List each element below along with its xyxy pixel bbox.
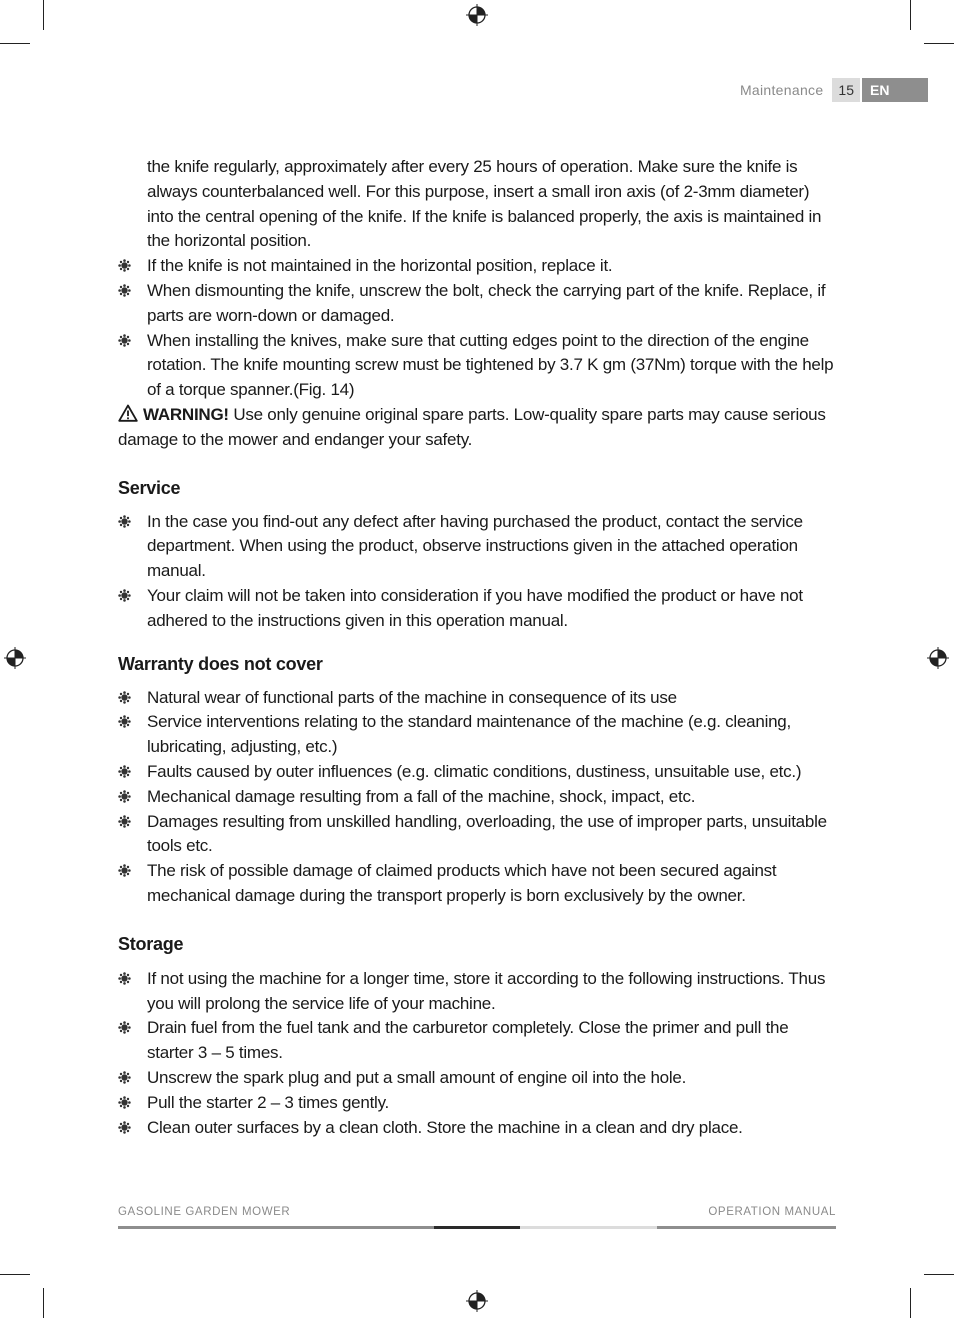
list-item xyxy=(118,710,838,760)
crop-mark xyxy=(924,43,954,44)
bullet-icon xyxy=(118,790,131,803)
service-list xyxy=(118,510,838,634)
bullet-icon xyxy=(118,1071,131,1084)
crop-mark xyxy=(910,0,911,30)
list-item-text: In the case you find-out any defect after having purchased the product, contact the service department. When using the product, observe instructions given in the attached operation manual. xyxy=(147,511,803,581)
storage-heading: Storage xyxy=(118,933,184,954)
crop-mark xyxy=(43,0,44,30)
bullet-icon xyxy=(118,589,131,602)
list-item xyxy=(118,810,838,860)
footer-product-name: GASOLINE GARDEN MOWER xyxy=(118,1206,291,1218)
bullet-icon xyxy=(118,1121,131,1134)
intro-continuation: the knife regularly, approximately after every 25 hours of operation. Make sure the knife is always counterbalanced well. For this purpose, insert a small iron axis (of 2-3mm diameter) into the central opening of the knife. If the knife is balanced properly, the axis is maintained in the horizontal position. xyxy=(147,157,822,251)
language-badge: EN xyxy=(862,78,928,102)
list-item-text: When installing the knives, make sure that cutting edges point to the direction of the engine rotation. The knife mounting screw must be tightened by 3.7 K gm (37Nm) torque with the help of a torque spanner.(Fig. 14) xyxy=(147,330,834,400)
footer-rule-segment xyxy=(434,1226,520,1229)
footer-rule-segment xyxy=(657,1226,836,1229)
warning-note xyxy=(118,403,838,453)
bullet-icon xyxy=(118,334,131,347)
list-item xyxy=(118,584,838,634)
list-item-text: The risk of possible damage of claimed products which have not been secured against mechanical damage during the transport properly is born exclusively by the owner. xyxy=(147,861,777,905)
registration-mark-icon xyxy=(466,1290,488,1312)
bullet-icon xyxy=(118,259,131,272)
list-item-text: Damages resulting from unskilled handling, overloading, the use of improper parts, unsuitable tools etc. xyxy=(147,811,827,856)
crop-mark xyxy=(910,1288,911,1318)
list-item xyxy=(118,1091,838,1116)
crop-mark xyxy=(924,1274,954,1275)
registration-mark-icon xyxy=(466,4,488,26)
registration-mark-icon xyxy=(927,647,949,669)
list-item-text: If not using the machine for a longer time, store it according to the following instructions. Thus you will prolong the service life of your machine. xyxy=(147,968,826,1013)
registration-mark-icon xyxy=(4,647,26,669)
bullet-icon xyxy=(118,1096,131,1109)
bullet-icon xyxy=(118,515,131,528)
section-title: Maintenance xyxy=(739,82,824,98)
list-item-text: When dismounting the knife, unscrew the bolt, check the carrying part of the knife. Replace, if parts are worn-down or damaged. xyxy=(147,280,826,325)
crop-mark xyxy=(0,43,30,44)
list-item xyxy=(118,510,838,584)
bullet-icon xyxy=(118,715,131,728)
list-item-text: Faults caused by outer influences (e.g. climatic conditions, dustiness, unsuitable use, etc.) xyxy=(147,761,802,781)
footer-rule-segment xyxy=(520,1226,657,1229)
warning-label: WARNING! xyxy=(143,404,229,424)
crop-mark xyxy=(0,1274,30,1275)
list-item xyxy=(118,686,838,711)
bullet-icon xyxy=(118,972,131,985)
bullet-icon xyxy=(118,765,131,778)
list-item xyxy=(118,967,838,1017)
list-item-text: Drain fuel from the fuel tank and the carburetor completely. Close the primer and pull the starter 3 – 5 times. xyxy=(147,1018,789,1063)
storage-list xyxy=(118,967,838,1141)
knife-list xyxy=(118,254,838,403)
bullet-icon xyxy=(118,864,131,877)
crop-mark xyxy=(43,1288,44,1318)
service-heading: Service xyxy=(118,477,181,498)
list-item xyxy=(118,1116,838,1141)
list-item-text: Pull the starter 2 – 3 times gently. xyxy=(147,1092,390,1112)
list-item-text: Clean outer surfaces by a clean cloth. Store the machine in a clean and dry place. xyxy=(147,1117,743,1137)
bullet-icon xyxy=(118,691,131,704)
list-item-text: Unscrew the spark plug and put a small amount of engine oil into the hole. xyxy=(147,1067,687,1087)
warranty-list xyxy=(118,686,838,909)
list-item xyxy=(118,254,838,279)
warranty-heading: Warranty does not cover xyxy=(118,653,323,674)
page-number: 15 xyxy=(832,78,860,102)
list-item xyxy=(118,329,838,403)
list-item xyxy=(118,1016,838,1066)
warning-text: Use only genuine original spare parts. Low-quality spare parts may cause serious damage to the mower and endanger your safety. xyxy=(118,404,826,449)
main-content xyxy=(118,155,838,1140)
list-item xyxy=(118,1066,838,1091)
bullet-icon xyxy=(118,1021,131,1034)
list-item-text: Your claim will not be taken into consideration if you have modified the product or have not adhered to the instructions given in this operation manual. xyxy=(147,585,803,630)
list-item-text: Mechanical damage resulting from a fall of the machine, shock, impact, etc. xyxy=(147,786,696,806)
list-item-text: If the knife is not maintained in the horizontal position, replace it. xyxy=(147,256,613,276)
warning-triangle-icon xyxy=(118,404,138,422)
footer-rule-segment xyxy=(118,1226,434,1229)
list-item xyxy=(118,760,838,785)
footer-doc-type: OPERATION MANUAL xyxy=(708,1206,836,1218)
footer-rule xyxy=(118,1226,836,1229)
list-item xyxy=(118,279,838,329)
list-item-text: Service interventions relating to the standard maintenance of the machine (e.g. cleaning, lubricating, adjusting, etc.) xyxy=(147,712,791,757)
page-header xyxy=(740,78,928,102)
list-item xyxy=(118,785,838,810)
list-item xyxy=(118,859,838,909)
bullet-icon xyxy=(118,284,131,297)
bullet-icon xyxy=(118,815,131,828)
list-item-text: Natural wear of functional parts of the machine in consequence of its use xyxy=(147,687,677,707)
